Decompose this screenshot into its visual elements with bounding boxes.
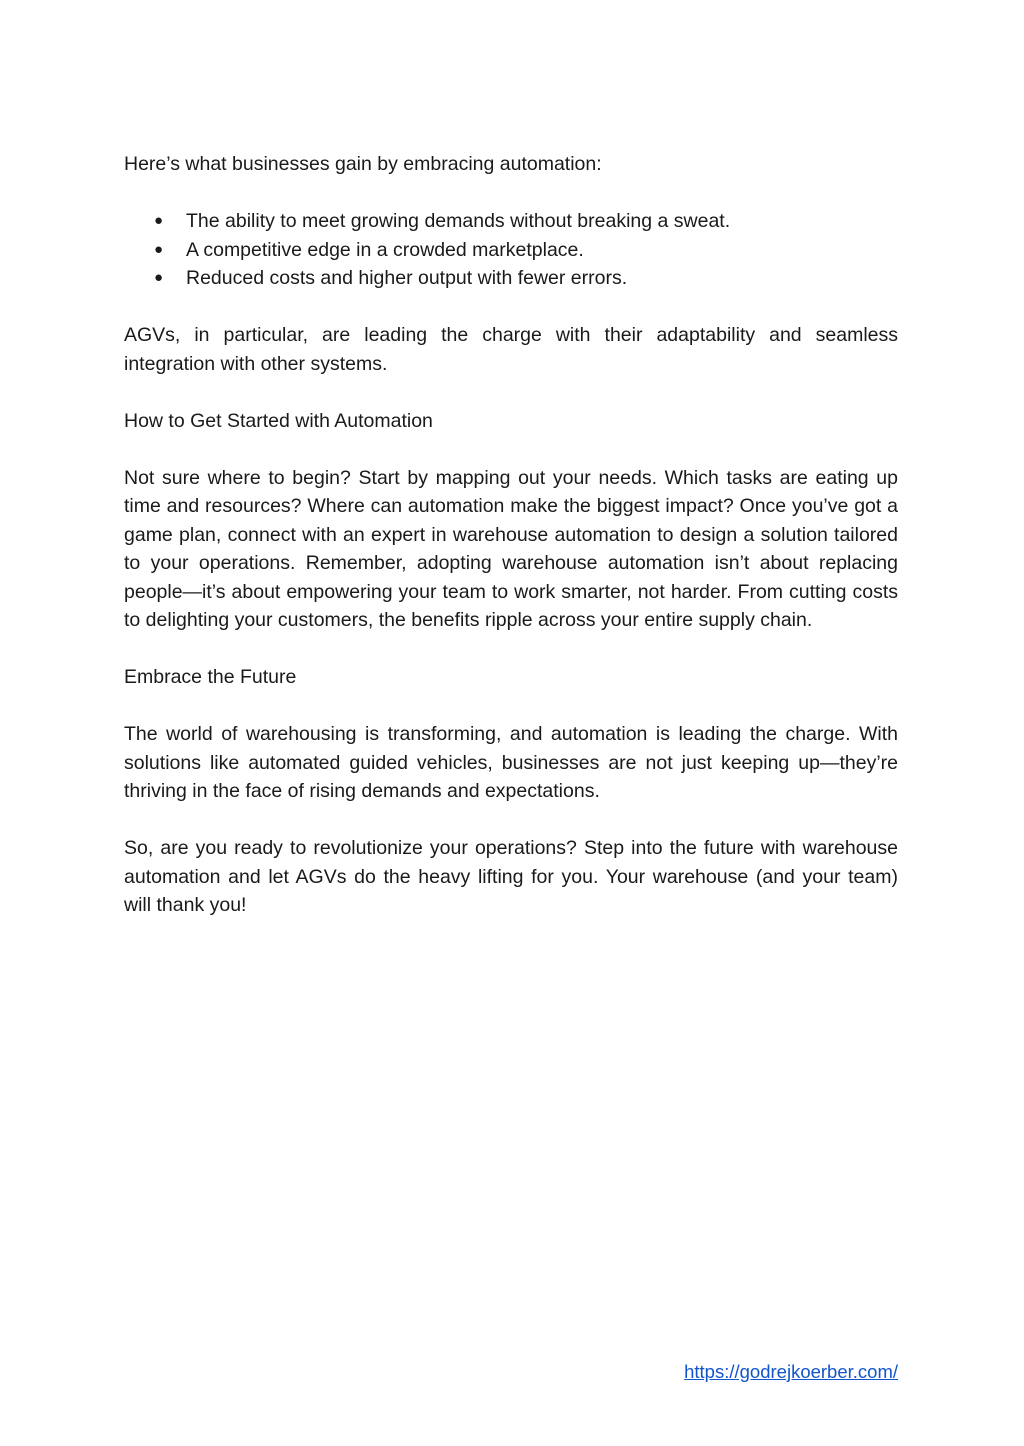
get-started-paragraph: Not sure where to begin? Start by mapping out your needs. Which tasks are eating up time and resources? Where can automation make the biggest impact? Once you’ve got a game plan, connect with an expert in warehouse automation to design a solution tailored to your operations. Remember, adopting warehouse automation isn’t about replacing people—it’s about empowering your team to work smarter, not harder. From cutting costs to delighting your customers, the benefits ripple across your entire supply chain. <box>124 466 898 631</box>
future-paragraph: The world of warehousing is transforming, and automation is leading the charge. With solutions like automated guided vehicles, businesses are not just keeping up—they’re thriving in the face of rising demands and expectations. <box>124 723 898 802</box>
list-item <box>124 264 898 293</box>
bullet-icon: ● <box>154 269 164 286</box>
list-item <box>124 236 898 265</box>
benefits-list <box>124 207 898 293</box>
section-heading-get-started: How to Get Started with Automation <box>124 409 433 432</box>
closing-paragraph: So, are you ready to revolutionize your operations? Step into the future with warehouse automation and let AGVs do the heavy lifting for you. Your warehouse (and your team) will thank you! <box>124 837 898 916</box>
list-item <box>124 207 898 236</box>
document-page <box>124 150 898 948</box>
list-item-text: A competitive edge in a crowded marketplace. <box>186 238 584 261</box>
intro-text: Here’s what businesses gain by embracing automation: <box>124 153 602 175</box>
bullet-icon: ● <box>154 212 164 229</box>
footer-website-link[interactable]: https://godrejkoerber.com/ <box>684 1361 898 1382</box>
list-item-text: The ability to meet growing demands without breaking a sweat. <box>186 210 731 232</box>
bullet-icon: ● <box>154 240 164 258</box>
section-heading-embrace-future: Embrace the Future <box>124 666 297 688</box>
agv-paragraph: AGVs, in particular, are leading the charge with their adaptability and seamless integration with other systems. <box>124 324 898 375</box>
list-item-text: Reduced costs and higher output with fewer errors. <box>186 267 628 289</box>
